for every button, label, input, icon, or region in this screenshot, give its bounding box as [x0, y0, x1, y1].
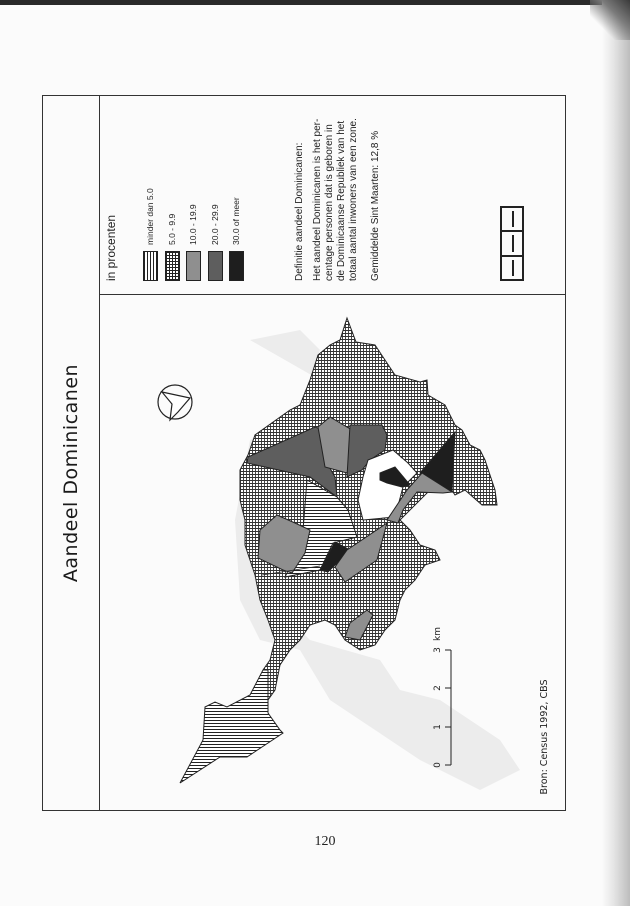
definition-heading: Definitie aandeel Dominicanen:	[294, 142, 305, 281]
scale-tick-label: 3	[433, 647, 443, 653]
compass-icon	[158, 385, 192, 420]
source-note: Bron: Census 1992, CBS	[539, 679, 550, 795]
page-number: 120	[314, 834, 336, 849]
definition-line: centage personen dat is geboren in	[324, 124, 335, 281]
scale-unit: km	[433, 627, 443, 641]
legend-label: 20.0 - 29.9	[210, 204, 220, 245]
scale-tick-label: 1	[433, 724, 443, 730]
legend-heading: in procenten	[104, 214, 118, 281]
scale-tick-label: 2	[433, 685, 443, 691]
average-value: Gemiddelde Sint Maarten: 12,8 %	[370, 130, 381, 281]
legend-label: 5.0 - 9.9	[167, 213, 177, 245]
definition-line: totaal aantal inwoners van een zone.	[348, 118, 359, 281]
legend-label: 30.0 of meer	[231, 197, 241, 245]
legend-label: minder dan 5.0	[145, 188, 155, 245]
definition-line: Het aandeel Dominicanen is het per-	[312, 118, 323, 281]
scale-tick-label: 0	[433, 762, 443, 768]
zone-1-minder-dan-5	[180, 670, 283, 783]
map-title: Aandeel Dominicanen	[60, 363, 82, 583]
definition-line: de Dominicaanse Republiek van het	[336, 120, 347, 281]
legend-label: 10.0 - 19.9	[188, 204, 198, 245]
